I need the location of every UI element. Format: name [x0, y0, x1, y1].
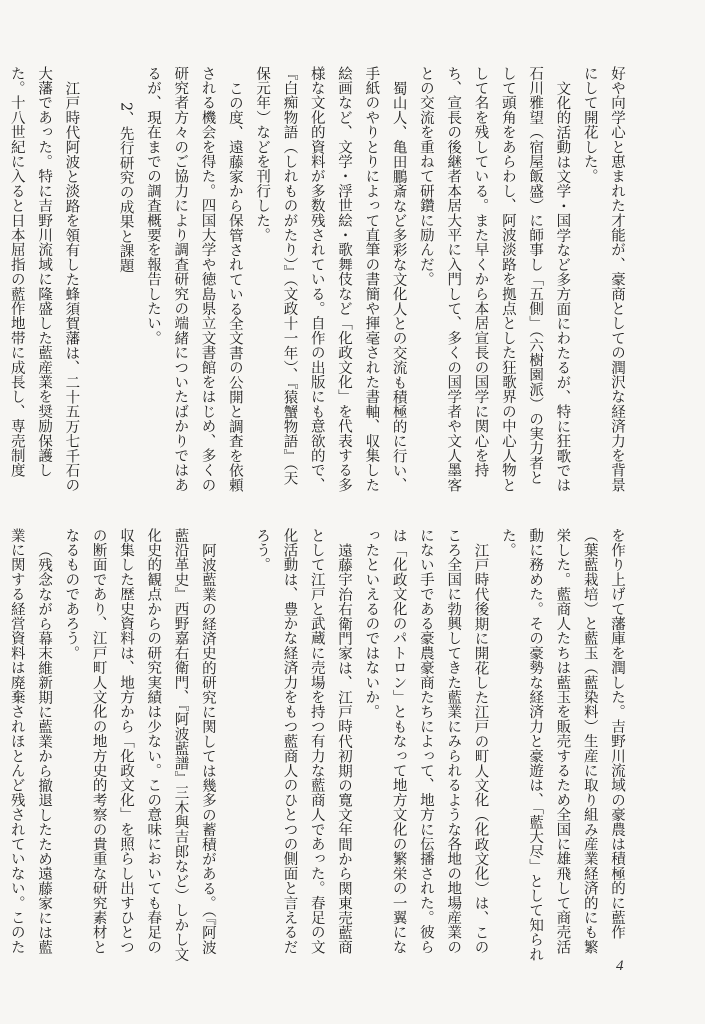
- lower-paragraph-2: 江戸時代後期に開花した江戸の町人文化（化政文化）は、このころ全国に勃興してきた藍業にみられるような各地の地場産業のにない手である豪農豪商たちによって、地方に伝播された。彼らは「化政文化のパトロン」ともなって地方文化の繁栄の一翼になったといえるのではないか。: [363, 528, 489, 955]
- lower-paragraph-3: 遠藤宇治右衛門家は、江戸時代初期の寛文年間から関東売藍商として江戸と武蔵に売場を持つ有力な藍商人であった。春足の文化活動は、豊かな経済力をもつ藍商人のひとつの側面と言えるだろう。: [254, 528, 353, 955]
- lower-paragraph-4: 阿波藍業の経済史的研究に関しては幾多の蓄積がある。（『阿波藍沿革史』西野嘉右衛門、『阿波藍譜』三木與吉郎など）しかし文化史的観点からの研究実績は少ない。この意味においても春足の収集した歴史資料は、地方から「化政文化」を照らし出すひとつの断面であり、江戸町人文化の地方史的考察の貴重な研究素材となるものであろう。: [63, 528, 216, 962]
- section-heading: 2、先行研究の成果と課題: [117, 102, 134, 274]
- lower-paragraph-5: （残念ながら幕末維新期に藍業から撤退したため遠藤家には藍業に関する経営資料は廃棄されほとんど残されていない。このた: [8, 528, 53, 955]
- lower-text-column: [8, 528, 630, 962]
- upper-paragraph-5: 江戸時代阿波と淡路を領有した蜂須賀藩は、二十五万七千石の大藩であった。特に吉野川流域に隆盛した藍産業を奨励保護した。十八世紀に入ると日本屈指の藍作地帯に成長し、専売制度: [8, 66, 80, 493]
- lower-paragraph-1: を作り上げて藩庫を潤した。吉野川流域の豪農は積極的に藍作（葉藍栽培）と藍玉（藍染料）生産に取り組み産業経済的にも繁栄した。藍商人たちは藍玉を販売するため全国に雄飛して商売活動に務めた。その豪勢な経済力と豪遊は、「藍大尽」として知られた。: [499, 528, 625, 962]
- upper-paragraph-2: 文化的活動は文学・国学など多方面にわたるが、特に狂歌では石川雅望（宿屋飯盛）に師事し「五側」（六樹園派）の実力者として頭角をあらわし、阿波淡路を拠点とした狂歌界の中心人物として名を残している。また早くから本居宣長の国学に関心を持ち、宣長の後継者本居大平に入門して、多くの国学者や文人墨客との交流を重ねて研鑽に励んだ。: [417, 66, 571, 493]
- upper-paragraph-4: この度、遠藤家から保管されている全文書の公開と調査を依頼される機会を得た。四国大学や徳島県立文書館をはじめ、多くの研究者方々のご協力により調査研究の端緒についたばかりではあるが、現在までの調査概要を報告したい。: [144, 66, 243, 493]
- upper-text-column: [8, 66, 630, 498]
- upper-paragraph-3: 蜀山人、亀田鵬斎など多彩な文化人との交流も積極的に行い、手紙のやりとりによって直筆の書簡や揮毫された書軸、収集した絵画など、文学・浮世絵・歌舞伎など「化政文化」を代表する多様な文化的資料が多数残されている。自作の出版にも意欲的で、『白痴物語（しれものがたり）』（文政十一年）、『猿蟹物語』（天保元年）などを刊行した。: [254, 66, 407, 493]
- page-number: 4: [616, 958, 624, 974]
- upper-paragraph-1: 好や向学心と恵まれた才能が、豪商としての潤沢な経済力を背景にして開花した。: [581, 66, 625, 493]
